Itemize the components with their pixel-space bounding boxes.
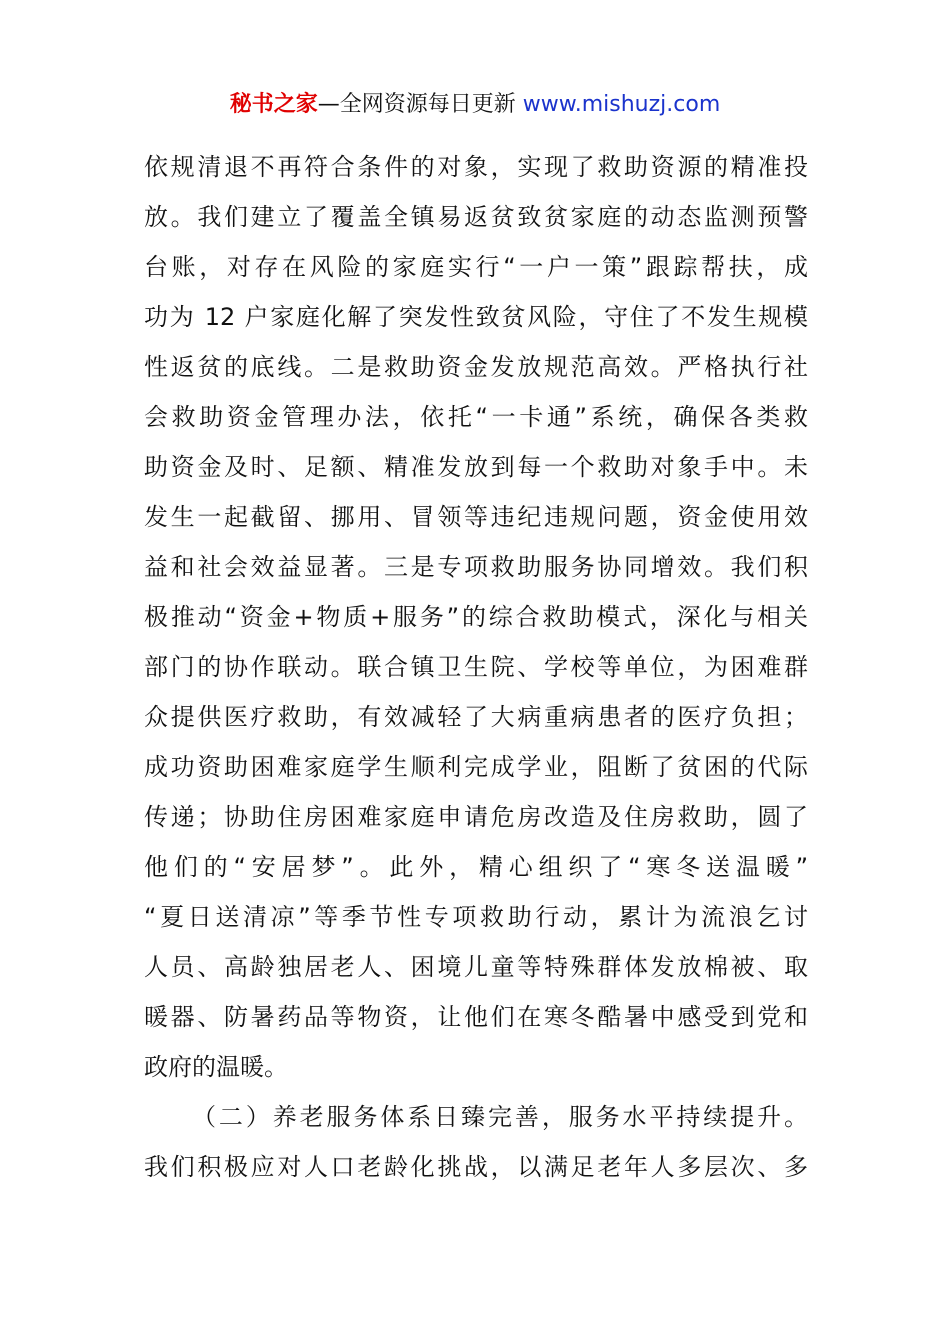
brand-name: 秘书之家	[229, 92, 318, 117]
text-line: 发生一起截留、挪用、冒领等违纪违规问题，资金使用效	[144, 503, 808, 531]
text-line: 众提供医疗救助，有效减轻了大病重病患者的医疗负担；	[144, 703, 808, 731]
section-heading-line: （二）养老服务体系日臻完善，服务水平持续提升。	[192, 1103, 808, 1131]
site-url[interactable]: www.mishuzj.com	[522, 92, 721, 117]
header-tagline: —全网资源每日更新	[317, 92, 523, 117]
text-line: 暖器、防暑药品等物资，让他们在寒冬酷暑中感受到党和	[144, 1003, 808, 1031]
text-line: “夏日送清凉”等季节性专项救助行动，累计为流浪乞讨	[144, 903, 808, 931]
text-line: 依规清退不再符合条件的对象，实现了救助资源的精准投	[144, 153, 808, 181]
text-line: 会救助资金管理办法，依托“一卡通”系统，确保各类救	[144, 403, 808, 431]
site-header	[0, 88, 950, 122]
text-line: 我们积极应对人口老龄化挑战，以满足老年人多层次、多	[144, 1153, 808, 1181]
text-line: 益和社会效益显著。三是专项救助服务协同增效。我们积	[144, 553, 808, 581]
text-line: 性返贫的底线。二是救助资金发放规范高效。严格执行社	[144, 353, 808, 381]
text-line: 部门的协作联动。联合镇卫生院、学校等单位，为困难群	[144, 653, 808, 681]
text-line: 传递；协助住房困难家庭申请危房改造及住房救助，圆了	[144, 803, 808, 831]
text-line: 人员、高龄独居老人、困境儿童等特殊群体发放棉被、取	[144, 953, 808, 981]
document-body	[144, 142, 808, 1192]
text-line: 政府的温暖。	[144, 1053, 288, 1081]
text-line: 放。我们建立了覆盖全镇易返贫致贫家庭的动态监测预警	[144, 203, 808, 231]
text-line: 成功资助困难家庭学生顺利完成学业，阻断了贫困的代际	[144, 753, 808, 781]
text-line: 台账，对存在风险的家庭实行“一户一策”跟踪帮扶，成	[144, 253, 808, 281]
text-line: 功为 12 户家庭化解了突发性致贫风险，守住了不发生规模	[144, 303, 808, 331]
text-line: 助资金及时、足额、精准发放到每一个救助对象手中。未	[144, 453, 808, 481]
text-line: 极推动“资金+物质+服务”的综合救助模式，深化与相关	[144, 603, 808, 631]
text-line: 他们的“安居梦”。此外，精心组织了“寒冬送温暖”	[144, 853, 808, 881]
